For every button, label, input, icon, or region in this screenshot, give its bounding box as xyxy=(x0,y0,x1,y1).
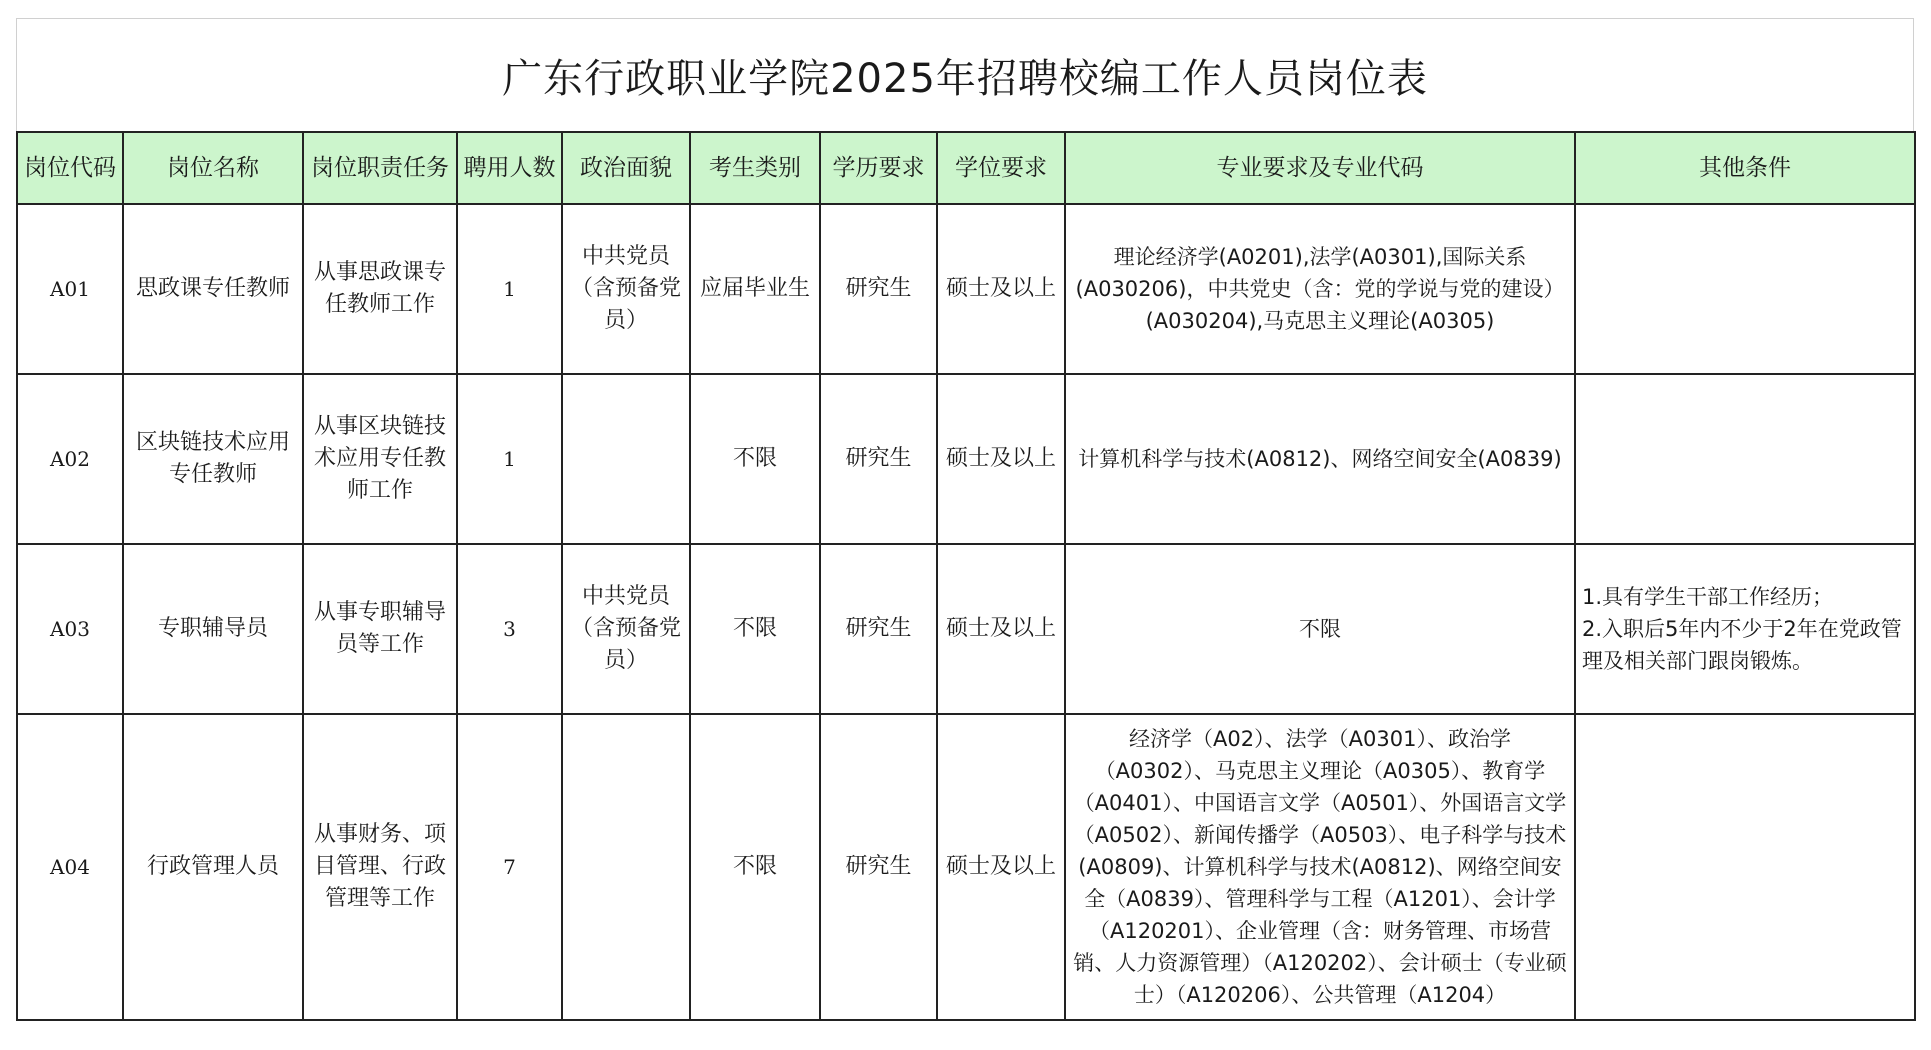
other-line-1: 1.具有学生干部工作经历； xyxy=(1582,585,1834,609)
cell-duty: 从事财务、项目管理、行政管理等工作 xyxy=(303,714,457,1020)
cell-major: 理论经济学(A0201),法学(A0301),国际关系(A030206)，中共党史（含：党的学说与党的建设）(A030204),马克思主义理论(A0305) xyxy=(1065,204,1575,374)
cell-code: A03 xyxy=(17,544,123,714)
positions-table xyxy=(16,131,1916,1021)
header-candidate: 考生类别 xyxy=(690,132,820,204)
cell-degree: 硕士及以上 xyxy=(937,544,1065,714)
cell-political: 中共党员（含预备党员） xyxy=(562,544,690,714)
header-code: 岗位代码 xyxy=(17,132,123,204)
cell-name: 行政管理人员 xyxy=(123,714,303,1020)
header-other: 其他条件 xyxy=(1575,132,1915,204)
cell-name: 思政课专任教师 xyxy=(123,204,303,374)
header-duty: 岗位职责任务 xyxy=(303,132,457,204)
cell-count: 1 xyxy=(457,374,562,544)
cell-major: 计算机科学与技术(A0812)、网络空间安全(A0839) xyxy=(1065,374,1575,544)
cell-other xyxy=(1575,374,1915,544)
cell-degree: 硕士及以上 xyxy=(937,204,1065,374)
cell-major: 不限 xyxy=(1065,544,1575,714)
cell-major: 经济学（A02）、法学（A0301）、政治学（A0302）、马克思主义理论（A0305）、教育学（A0401）、中国语言文学（A0501）、外国语言文学（A0502）、新闻传播学（A0503）、电子科学与技术(A0809)、计算机科学与技术(A0812)、网络空间安全（A0839）、管理科学与工程（A1201）、会计学（A120201）、企业管理（含：财务管理、市场营销、人力资源管理）（A120202）、会计硕士（专业硕士）（A120206）、公共管理（A1204） xyxy=(1065,714,1575,1020)
cell-count: 1 xyxy=(457,204,562,374)
cell-name: 专职辅导员 xyxy=(123,544,303,714)
header-major: 专业要求及专业代码 xyxy=(1065,132,1575,204)
cell-political xyxy=(562,714,690,1020)
header-degree: 学位要求 xyxy=(937,132,1065,204)
cell-education: 研究生 xyxy=(820,204,937,374)
cell-candidate: 不限 xyxy=(690,374,820,544)
table-row xyxy=(17,204,1915,374)
cell-other xyxy=(1575,544,1915,714)
cell-name: 区块链技术应用专任教师 xyxy=(123,374,303,544)
table-row xyxy=(17,374,1915,544)
cell-duty: 从事专职辅导员等工作 xyxy=(303,544,457,714)
recruitment-sheet xyxy=(16,18,1914,1021)
cell-code: A04 xyxy=(17,714,123,1020)
table-row xyxy=(17,544,1915,714)
header-name: 岗位名称 xyxy=(123,132,303,204)
cell-candidate: 不限 xyxy=(690,714,820,1020)
cell-education: 研究生 xyxy=(820,714,937,1020)
cell-code: A02 xyxy=(17,374,123,544)
cell-count: 3 xyxy=(457,544,562,714)
cell-duty: 从事区块链技术应用专任教师工作 xyxy=(303,374,457,544)
page-title: 广东行政职业学院2025年招聘校编工作人员岗位表 xyxy=(16,18,1914,131)
cell-education: 研究生 xyxy=(820,374,937,544)
cell-duty: 从事思政课专任教师工作 xyxy=(303,204,457,374)
cell-count: 7 xyxy=(457,714,562,1020)
other-line-2: 2.入职后5年内不少于2年在党政管理及相关部门跟岗锻炼。 xyxy=(1582,617,1902,673)
header-political: 政治面貌 xyxy=(562,132,690,204)
cell-education: 研究生 xyxy=(820,544,937,714)
cell-degree: 硕士及以上 xyxy=(937,374,1065,544)
cell-candidate: 不限 xyxy=(690,544,820,714)
cell-candidate: 应届毕业生 xyxy=(690,204,820,374)
cell-political xyxy=(562,374,690,544)
cell-other xyxy=(1575,714,1915,1020)
cell-political: 中共党员（含预备党员） xyxy=(562,204,690,374)
cell-degree: 硕士及以上 xyxy=(937,714,1065,1020)
table-row xyxy=(17,714,1915,1020)
header-count: 聘用人数 xyxy=(457,132,562,204)
header-education: 学历要求 xyxy=(820,132,937,204)
header-row xyxy=(17,132,1915,204)
cell-other xyxy=(1575,204,1915,374)
cell-code: A01 xyxy=(17,204,123,374)
